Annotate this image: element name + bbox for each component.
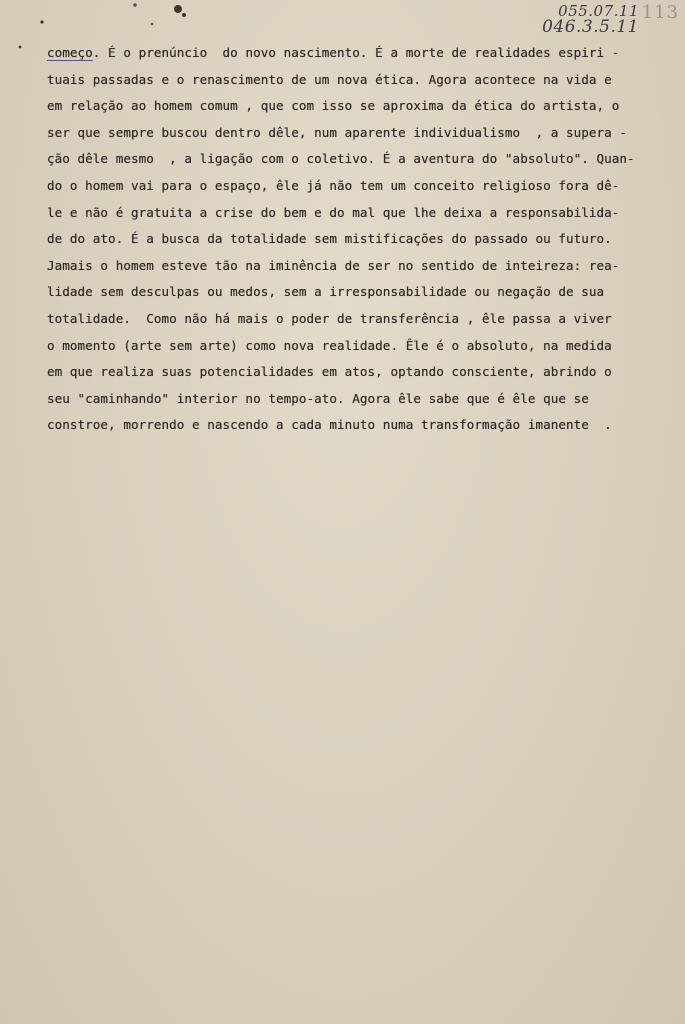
typewritten-text (47, 40, 667, 439)
text-line: tuais passadas e o renascimento de um nova ética. Agora acontece na vida e (47, 71, 612, 87)
archive-code-primary: 055.07.11 (558, 2, 639, 20)
page-number: 113 (641, 2, 679, 23)
text-line: começo. É o prenúncio do novo nascimento. É a morte de realidades espiri - (47, 45, 620, 60)
text-line: em que realiza suas potencialidades em atos, optando consciente, abrindo o (47, 364, 612, 380)
text-line: lidade sem desculpas ou medos, sem a irresponsabilidade ou negação de sua (47, 284, 605, 300)
text-line: ser que sempre buscou dentro dêle, num aparente individualismo , a supera - (47, 124, 628, 140)
text-line: Jamais o homem esteve tão na iminência de ser no sentido de inteireza: rea- (47, 257, 620, 273)
text-line: totalidade. Como não há mais o poder de transferência , êle passa a viver (47, 310, 612, 326)
text-line: o momento (arte sem arte) como nova realidade. Êle é o absoluto, na medida (47, 337, 612, 353)
text-line: ção dêle mesmo , a ligação com o coletivo. É a aventura do "absoluto". Quan- (47, 151, 635, 167)
text-line: le e não é gratuita a crise do bem e do mal que lhe deixa a responsabilida- (47, 204, 620, 220)
archive-code-secondary: 046.3.5.11 (542, 17, 639, 37)
text-line: do o homem vai para o espaço, êle já não tem um conceito religioso fora dê- (47, 177, 620, 193)
underlined-word: começo (47, 45, 93, 60)
text-line: constroe, morrendo e nascendo a cada minuto numa transformação imanente . (47, 417, 612, 433)
text-line: de do ato. É a busca da totalidade sem mistificações do passado ou futuro. (47, 231, 612, 247)
text-line: seu "caminhando" interior no tempo-ato. Agora êle sabe que é êle que se (47, 390, 589, 406)
text-line: em relação ao homem comum , que com isso se aproxima da ética do artista, o (47, 98, 620, 114)
